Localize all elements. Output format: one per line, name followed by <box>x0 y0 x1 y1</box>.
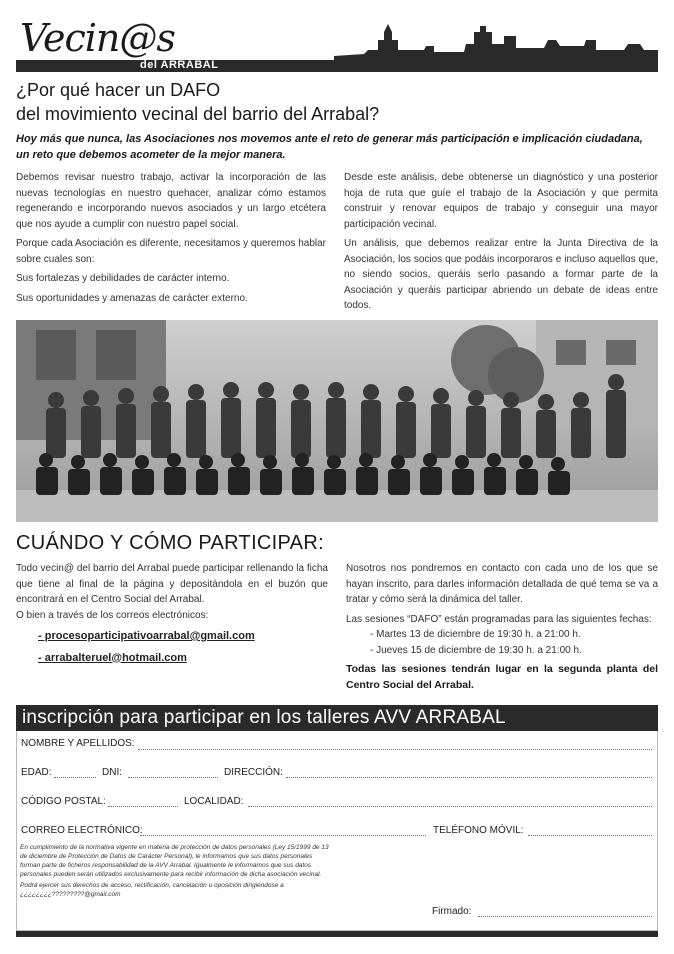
session-date-2: - Jueves 15 de diciembre de 19:30 h. a 21:00 h. <box>370 644 582 656</box>
article-lead: Hoy más que nunca, las Asociaciones nos movemos ante el reto de generar más participación e implicación ciudadana, un reto que debemos acometer de la mejor manera. <box>16 133 643 161</box>
form-title-bar <box>16 705 658 731</box>
name-label: NOMBRE Y APELLIDOS: <box>21 738 135 749</box>
email-field[interactable] <box>140 835 426 836</box>
form-title: inscripción para participar en los talleres AVV ARRABAL <box>22 707 506 728</box>
article-title-line2: del movimiento vecinal del barrio del Arrabal? <box>16 104 380 124</box>
session-date-1: - Martes 13 de diciembre de 19:30 h. a 21:00 h. <box>370 629 581 640</box>
dni-label: DNI: <box>102 767 122 778</box>
city-label: LOCALIDAD: <box>184 796 244 807</box>
signature-field[interactable] <box>478 916 652 917</box>
footer-bar <box>16 931 658 937</box>
city-field[interactable] <box>248 806 652 807</box>
age-field[interactable] <box>54 777 96 778</box>
email-link-1[interactable]: - procesoparticipativoarrabal@gmail.com <box>38 630 255 642</box>
article-left-column <box>16 170 326 310</box>
participate-left-column <box>16 561 328 670</box>
participate-title: CUÁNDO Y CÓMO PARTICIPAR: <box>16 532 324 554</box>
phone-label: TELÉFONO MÓVIL: <box>433 825 524 836</box>
article-paragraph: Sus fortalezas y debilidades de carácter interno. <box>16 273 230 284</box>
email-label: CORREO ELECTRÓNICO: <box>21 825 143 836</box>
article-right-column <box>344 170 658 318</box>
masthead <box>16 10 658 72</box>
group-photo <box>16 320 658 522</box>
article-paragraph: Desde este análisis, debe obtenerse un diagnóstico y una posterior hoja de ruta que guíe el trabajo de la Asociación y que permita construir y renovar equipos de trabajo y conseguir una mayor participación vecinal. <box>344 172 658 230</box>
postal-code-field[interactable] <box>108 806 178 807</box>
age-label: EDAD: <box>21 767 52 778</box>
privacy-paragraph: En cumplimiento de la normativa vigente en materia de protección de datos personales (Ley 15/1999 de 13 de diciembre de Protección de Datos de Carácter Personal), le informamos que sus datos personales forman parte de ficheros responsabilidad de la AVV Arrabal. Igualmente le informamos que sus datos personales pueden serán utilizados exclusivamente para recibir información de dicha asociación vecinal. <box>20 844 329 878</box>
participate-paragraph: O bien a través de los correos electrónicos: <box>16 609 209 621</box>
logo-subtitle: del ARRABAL <box>140 59 219 71</box>
address-field[interactable] <box>286 777 652 778</box>
postal-code-label: CÓDIGO POSTAL: <box>21 796 106 807</box>
phone-field[interactable] <box>528 835 652 836</box>
logo-text: Vecin@s <box>20 16 175 60</box>
email-link-2[interactable]: - arrabalteruel@hotmail.com <box>38 651 187 664</box>
name-field[interactable] <box>138 749 652 750</box>
sessions-location-note: Todas las sesiones tendrán lugar en la segunda planta del Centro Social del Arrabal. <box>346 663 658 691</box>
article-paragraph: Debemos revisar nuestro trabajo, activar la incorporación de las nuevas tecnologías en nuestro quehacer, analizar cómo estamos regenerando e incorporando nuevos asociados y un largo etcétera que nos ayude a cumplir con nuestro papel social. <box>16 172 326 230</box>
group-photo-image <box>16 320 658 522</box>
article-title-line1: ¿Por qué hacer un DAFO <box>16 80 221 100</box>
skyline-illustration <box>334 10 658 62</box>
participate-right-column <box>346 561 658 697</box>
privacy-notice <box>20 843 332 899</box>
privacy-paragraph: Podrá ejercer sus derechos de acceso, rectificación, cancelación u oposición dirigiéndose a ¿¿¿¿¿¿¿¿?????????@gmail.com <box>20 882 284 898</box>
article-paragraph: Un análisis, que debemos realizar entre la Junta Directiva de la Asociación, los socios que podáis incorporaros e incluso aquellos que, no siendo socios, queráis serlo pasando a formar parte de la Asociación y queráis participar abriendo un debate de ideas entre todos. <box>344 238 658 311</box>
article-paragraph: Sus oportunidades y amenazas de carácter externo. <box>16 292 248 304</box>
participate-paragraph: Todo vecin@ del barrio del Arrabal puede participar rellenando la ficha que tiene al final de la página y depositándola en el buzón que encontrará en el Centro Social del Arrabal. <box>16 563 328 605</box>
participate-paragraph: Nosotros nos pondremos en contacto con cada uno de los que se hayan inscrito, para darles información detallada de qué tema se va a tratar y cómo será la dinámica del taller. <box>346 563 658 605</box>
participate-paragraph: Las sesiones “DAFO” están programadas para las siguientes fechas: <box>346 613 652 625</box>
article-paragraph: Porque cada Asociación es diferente, necesitamos y queremos hablar sobre cuales son: <box>16 238 326 265</box>
masthead-bar <box>16 60 658 72</box>
signed-label: Firmado: <box>432 906 472 917</box>
dni-field[interactable] <box>128 777 218 778</box>
address-label: DIRECCIÓN: <box>224 767 283 778</box>
article-title <box>16 78 658 126</box>
